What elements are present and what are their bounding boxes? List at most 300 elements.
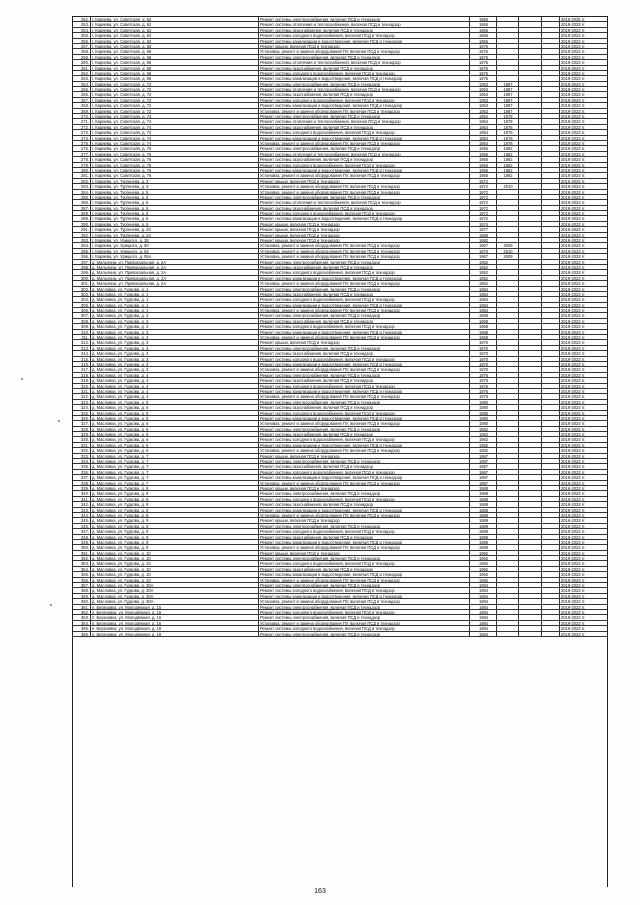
row-address: д. Масловка, ул. Гудкова, д. 9 [91,540,259,544]
row-address: д. Масловка, ул. Гудкова, д. 1 [91,292,259,296]
row-extra-year [519,632,542,636]
row-address: г. Кариева, ул. Урицкого, д. 54 [91,249,259,253]
row-number: 329. [73,432,91,436]
row-reconstruction-year [497,437,519,441]
scan-speck [58,420,60,422]
row-extra-year [519,561,542,565]
row-build-year: 1968 [470,313,497,317]
row-build-year: 1989 [470,518,497,522]
row-work-type: Установка, ремонт и замена оборудования ПУ, включая ПСД и технадзор [259,545,470,549]
row-reconstruction-year: 2010 [497,184,519,188]
row-extra-year [519,621,542,625]
row-reconstruction-year [497,551,519,555]
row-extra-year [519,551,542,555]
row-extra-year [519,556,542,560]
row-address: д. Малыгина, ул. Привокзальная, д. 2А [91,276,259,280]
row-work-type: Ремонт системы газоснабжения, включая ПСД и технадзор [259,292,470,296]
row-work-type: Ремонт крыши, включая ПСД и технадзор [259,551,470,555]
row-period: 2019-2023 гг. [561,308,586,313]
row-work-type: Ремонт системы электроснабжения, включая ПСД и технадзор [259,260,470,264]
row-blank-cell [542,621,560,625]
row-work-type: Ремонт системы электроснабжения, включая ПСД и технадзор [259,313,470,317]
row-period: 2019-2023 гг. [561,362,586,367]
row-extra-year [519,222,542,226]
row-number: 282. [73,179,91,183]
row-blank-cell [542,448,560,452]
row-work-type: Ремонт системы электроснабжения, включая ПСД и технадзор [259,491,470,495]
row-build-year: 1956 [470,157,497,161]
row-period: 2019-2023 гг. [561,33,586,38]
row-number: 304. [73,297,91,301]
row-period: 2019-2023 гг. [561,318,586,324]
row-reconstruction-year [497,60,519,64]
row-address: д. Масловка, ул. Гудкова, д. 3 [91,346,259,350]
row-number: 351. [73,551,91,555]
row-blank-cell [542,491,560,495]
row-build-year: 1968 [470,324,497,328]
row-period: 2019-2023 гг. [561,275,586,281]
row-address: д. Масловка, ул. Гудкова, д. 2 [91,330,259,334]
row-extra-year [519,190,542,194]
row-address: д. Масловка, ул. Гудкова, д. 9 [91,535,259,539]
row-reconstruction-year [497,567,519,571]
row-period: 2019-2023 гг. [561,146,586,151]
row-work-type: Ремонт системы холодного водоснабжения, включая ПСД и технадзор [259,324,470,328]
row-period: 2019-2023 гг. [561,388,586,394]
row-build-year: 1974 [470,222,497,226]
row-period: 2019-2023 гг. [561,65,586,70]
row-build-year: 1976 [470,378,497,382]
row-reconstruction-year [497,470,519,474]
row-reconstruction-year [497,324,519,328]
scan-speck [21,378,23,380]
row-address: д. Масловка, ул. Гудкова, д. 9 [91,524,259,528]
row-work-type: Ремонт системы электроснабжения, включая ПСД и технадзор [259,146,470,150]
row-extra-year [519,200,542,204]
row-address: д. Масловка, ул. Гудкова, д. 9 [91,529,259,533]
row-blank-cell [542,626,560,630]
row-period: 2019-2023 гг. [561,415,586,421]
row-extra-year [519,87,542,91]
row-number: 331. [73,443,91,447]
row-blank-cell [542,632,560,636]
row-address: д. Масловка, ул. Гудкова, д. 5 [91,416,259,420]
row-period: 2019-2023 гг. [561,157,586,162]
row-period: 2016-2023 гг. [561,221,586,227]
row-reconstruction-year [497,443,519,447]
row-extra-year [519,17,542,21]
row-build-year: 1972 [470,200,497,204]
row-work-type: Ремонт системы электроснабжения, включая ПСД и технадзор [259,459,470,463]
row-reconstruction-year [497,367,519,371]
row-extra-year [519,459,542,463]
row-work-type: Установка, ремонт и замена оборудования ПУ, включая ПСД и технадзор [259,254,470,258]
row-build-year: 1972 [470,216,497,220]
row-address: г. Кариева, ул. Тургенева, д. 3 [91,179,259,183]
row-number: 255. [73,33,91,37]
row-build-year: 1987 [470,464,497,468]
row-reconstruction-year [497,464,519,468]
row-number: 318. [73,373,91,377]
row-number: 360. [73,599,91,603]
row-period: 2019-2023 гг. [561,335,586,340]
row-extra-year [519,475,542,479]
row-period: 2019-2023 гг. [561,248,586,254]
row-build-year: 1956 [470,168,497,172]
row-period: 2019-2023 гг. [561,200,586,205]
row-period: 2019-2023 гг. [561,566,586,572]
row-address: д. Масловка, ул. Гудкова, д. 5 [91,400,259,404]
row-address: г. Кариева, ул. Тургенева, д. 3 [91,184,259,188]
row-number: 319. [73,378,91,382]
row-period: 2019-2023 гг. [561,108,586,114]
row-period: 2019-2023 гг. [561,211,586,216]
row-work-type: Ремонт крыши, включая ПСД и технадзор [259,179,470,183]
row-reconstruction-year [497,610,519,614]
row-period: 2019-2023 гг. [561,367,586,372]
row-number: 292. [73,233,91,237]
row-period: 2019-2023 гг. [561,49,586,54]
row-number: 323. [73,400,91,404]
row-blank-cell [542,98,560,102]
row-address: д. Масловка, ул. Гудкова, д. 6 [91,448,259,452]
row-number: 332. [73,448,91,452]
row-number: 353. [73,561,91,565]
row-address: г. Кариева, ул. Советская, д. 76 [91,173,259,177]
row-reconstruction-year [497,491,519,495]
row-number: 295. [73,249,91,253]
row-address: д. Масловка, ул. Гудкова, д. 5 [91,421,259,425]
row-blank-cell [542,243,560,247]
row-number: 283. [73,184,91,188]
row-address: г. Кариева, ул. Советская, д. 76 [91,163,259,167]
row-extra-year [519,184,542,188]
row-work-type: Ремонт системы газоснабжения, включая ПСД и технадзор [259,66,470,70]
row-blank-cell [542,551,560,555]
row-reconstruction-year [497,303,519,307]
row-extra-year [519,432,542,436]
row-work-type: Ремонт системы электроснабжения, включая ПСД и технадзор [259,632,470,636]
row-address: д. Масловка, ул. Гудкова, д. 9 [91,545,259,549]
row-work-type: Ремонт системы холодного водоснабжения, включая ПСД и технадзор [259,33,470,37]
row-blank-cell [542,313,560,317]
row-number: 267. [73,98,91,102]
row-work-type: Ремонт системы холодного водоснабжения, включая ПСД и технадзор [259,163,470,167]
row-number: 277. [73,152,91,156]
row-address: д. Масловка, ул. Гудкова, д. 30А [91,594,259,598]
row-address: д. Масловка, ул. Гудкова, д. 7 [91,459,259,463]
row-period: 2019-2023 гг. [561,173,586,178]
row-blank-cell [542,535,560,539]
row-number: 275. [73,141,91,145]
row-blank-cell [542,28,560,32]
row-period: 2016-2023 гг. [561,178,586,184]
row-extra-year [519,357,542,361]
row-address: г. Кариева, ул. Советская, д. 68 [91,44,259,48]
row-work-type: Установка, ремонт и замена оборудования ПУ, включая ПСД и технадзор [259,448,470,452]
row-address: г. Кариева, ул. Советская, д. 62 [91,33,259,37]
row-address: г. Кариева, ул. Советская, д. 62 [91,28,259,32]
row-build-year: 1992 [470,551,497,555]
row-extra-year [519,195,542,199]
row-work-type: Ремонт системы электроснабжения, включая ПСД и технадзор [259,524,470,528]
row-period: 2019-2023 гг. [561,469,586,475]
row-blank-cell [542,556,560,560]
row-build-year: 1980 [470,400,497,404]
row-blank-cell [542,459,560,463]
row-build-year: 1972 [470,190,497,194]
row-blank-cell [542,357,560,361]
row-reconstruction-year [497,200,519,204]
row-blank-cell [542,437,560,441]
row-number: 266. [73,92,91,96]
row-work-type: Ремонт системы газоснабжения, включая ПСД и технадзор [259,464,470,468]
row-reconstruction-year: 1982 [497,146,519,150]
row-number: 314. [73,351,91,355]
row-period: 2019-2023 гг. [561,572,586,577]
row-period: 2019-2023 гг. [561,167,586,173]
row-address: г. Кариева, ул. Советская, д. 74 [91,119,259,123]
row-work-type: Ремонт системы отопления и теплоснабжения, включая ПСД и технадзор [259,87,470,91]
row-blank-cell [542,594,560,598]
row-work-type: Ремонт системы холодного водоснабжения, включая ПСД и технадзор [259,411,470,415]
row-work-type: Установка, ремонт и замена оборудования ПУ, включая ПСД и технадзор [259,394,470,398]
row-reconstruction-year [497,330,519,334]
row-address: п. Березовка, ул. Молодёжная, д. 16 [91,615,259,619]
row-blank-cell [542,540,560,544]
row-period: 2019-2023 гг. [561,475,586,480]
row-period: 2019-2023 гг. [561,437,586,442]
row-blank-cell [542,190,560,194]
row-reconstruction-year [497,287,519,291]
row-blank-cell [542,394,560,398]
row-address: д. Масловка, ул. Гудкова, д. 8 [91,508,259,512]
row-period: 2019-2023 гг. [561,38,586,43]
row-period: 2019-2023 гг. [561,184,586,189]
row-period: 2016-2023 гг. [561,550,586,556]
row-address: г. Кариева, ул. Урицкого, д. 38 [91,238,259,242]
row-blank-cell [542,249,560,253]
row-extra-year [519,22,542,26]
row-number: 330. [73,437,91,441]
row-blank-cell [542,60,560,64]
row-extra-year [519,405,542,409]
row-blank-cell [542,168,560,172]
row-reconstruction-year: 1987 [497,98,519,102]
row-build-year: 1982 [470,448,497,452]
row-blank-cell [542,421,560,425]
row-reconstruction-year [497,594,519,598]
row-blank-cell [542,287,560,291]
row-build-year: 1992 [470,238,497,242]
row-address: д. Малыгина, ул. Привокзальная, д. 2А [91,281,259,285]
row-address: д. Масловка, ул. Гудкова, д. 2 [91,319,259,323]
row-number: 326. [73,416,91,420]
row-period: 2019-2023 гг. [561,556,586,561]
row-extra-year [519,71,542,75]
row-number: 339. [73,486,91,490]
row-extra-year [519,157,542,161]
row-blank-cell [542,502,560,506]
row-reconstruction-year [497,49,519,53]
row-extra-year [519,179,542,183]
row-number: 265. [73,87,91,91]
row-extra-year [519,125,542,129]
row-extra-year [519,491,542,495]
row-blank-cell [542,384,560,388]
row-number: 346. [73,524,91,528]
row-extra-year [519,28,542,32]
row-number: 315. [73,357,91,361]
row-number: 261. [73,66,91,70]
row-number: 356. [73,578,91,582]
row-extra-year [519,416,542,420]
row-number: 362. [73,610,91,614]
row-reconstruction-year [497,454,519,458]
row-reconstruction-year: 1982 [497,152,519,156]
row-blank-cell [542,518,560,522]
row-period: 2019-2023 гг. [561,378,586,383]
row-address: д. Масловка, ул. Гудкова, д. 7 [91,454,259,458]
row-number: 273. [73,130,91,134]
row-address: д. Масловка, ул. Гудкова, д. 8 [91,486,259,490]
row-reconstruction-year [497,432,519,436]
row-reconstruction-year [497,626,519,630]
row-blank-cell [542,270,560,274]
row-blank-cell [542,308,560,312]
row-extra-year [519,319,542,323]
row-build-year: 1975 [470,76,497,80]
row-number: 341. [73,497,91,501]
row-address: г. Кариева, ул. Советская, д. 74 [91,130,259,134]
row-reconstruction-year: 1987 [497,103,519,107]
row-blank-cell [542,615,560,619]
row-work-type: Ремонт системы электроснабжения, включая ПСД и технадзор [259,114,470,118]
row-address: д. Масловка, ул. Гудкова, д. 10 [91,578,259,582]
row-blank-cell [542,340,560,344]
row-number: 298. [73,265,91,269]
row-reconstruction-year [497,17,519,21]
row-period: 2019-2023 гг. [561,124,586,130]
row-address: п. Березовка, ул. Молодёжная, д. 16 [91,621,259,625]
row-extra-year [519,163,542,167]
row-address: д. Масловка, ул. Гудкова, д. 30А [91,599,259,603]
row-reconstruction-year [497,308,519,312]
row-build-year: 1968 [470,319,497,323]
row-number: 294. [73,243,91,247]
row-work-type: Ремонт системы электроснабжения, включая ПСД и технадзор [259,195,470,199]
row-reconstruction-year [497,195,519,199]
row-period: 2019-2023 гг. [561,583,586,588]
row-extra-year [519,362,542,366]
row-number: 363. [73,615,91,619]
row-number: 284. [73,190,91,194]
row-number: 355. [73,572,91,576]
row-blank-cell [542,513,560,517]
row-reconstruction-year [497,475,519,479]
row-work-type: Ремонт системы холодного водоснабжения, включая ПСД и технадзор [259,561,470,565]
row-extra-year [519,303,542,307]
row-period: 2019-2023 гг. [561,329,586,335]
row-blank-cell [542,443,560,447]
row-extra-year [519,136,542,140]
row-number: 256. [73,39,91,43]
row-reconstruction-year [497,340,519,344]
row-address: г. Кариева, ул. Тургенева, д. 5 [91,190,259,194]
row-period: 2019-2023 гг. [561,615,586,620]
row-reconstruction-year [497,540,519,544]
row-work-type: Установка, ремонт и замена оборудования ПУ, включая ПСД и технадзор [259,599,470,603]
row-build-year: 1988 [470,502,497,506]
row-build-year: 1967 [470,254,497,258]
row-address: г. Кариева, ул. Тургенева, д. 20 [91,227,259,231]
row-number: 336. [73,470,91,474]
row-reconstruction-year [497,373,519,377]
row-address: д. Масловка, ул. Гудкова, д. 3 [91,367,259,371]
row-address: г. Кариева, ул. Советская, д. 76 [91,146,259,150]
row-work-type: Ремонт системы газоснабжения, включая ПСД и технадзор [259,502,470,506]
row-number: 258. [73,49,91,53]
row-extra-year [519,238,542,242]
row-number: 343. [73,508,91,512]
row-number: 349. [73,540,91,544]
row-build-year: 1954 [470,130,497,134]
row-reconstruction-year: 1987 [497,87,519,91]
row-extra-year [519,545,542,549]
row-build-year: 1970 [470,367,497,371]
row-extra-year [519,529,542,533]
row-work-type: Ремонт системы канализации и водоотведения, включая ПСД и технадзор [259,540,470,544]
row-address: д. Масловка, ул. Гудкова, д. 7 [91,481,259,485]
row-address: д. Масловка, ул. Гудкова, д. 7 [91,470,259,474]
row-reconstruction-year: 1982 [497,157,519,161]
row-work-type: Ремонт системы отопления и теплоснабжения, включая ПСД и технадзор [259,152,470,156]
table-row [73,632,607,637]
row-number: 348. [73,535,91,539]
row-blank-cell [542,114,560,118]
row-build-year: 1975 [470,71,497,75]
row-reconstruction-year [497,39,519,43]
row-period: 2019-2023 гг. [561,205,586,211]
row-work-type: Установка, ремонт и замена оборудования ПУ, включая ПСД и технадзор [259,281,470,285]
row-period: 2019-2023 гг. [561,313,586,318]
row-build-year: 1984 [470,308,497,312]
row-reconstruction-year: 1982 [497,173,519,177]
row-extra-year [519,497,542,501]
row-blank-cell [542,49,560,53]
row-work-type: Ремонт системы газоснабжения, включая ПСД и технадзор [259,265,470,269]
row-address: г. Кариева, ул. Советская, д. 74 [91,141,259,145]
row-blank-cell [542,292,560,296]
row-reconstruction-year [497,76,519,80]
row-build-year: 1987 [470,470,497,474]
row-period: 2019-2023 гг. [561,119,586,124]
row-number: 345. [73,518,91,522]
row-address: г. Кариева, ул. Тургенева, д. 5 [91,216,259,220]
row-work-type: Ремонт крыши, включая ПСД и технадзор [259,340,470,344]
row-reconstruction-year [497,556,519,560]
row-period: 2019-2023 гг. [561,394,586,399]
row-number: 297. [73,260,91,264]
row-address: д. Масловка, ул. Гудкова, д. 3 [91,362,259,366]
row-build-year: 1953 [470,92,497,96]
row-extra-year [519,470,542,474]
row-address: г. Кариева, ул. Тургенева, д. 5 [91,195,259,199]
row-period: 2019-2023 гг. [561,243,586,248]
row-build-year: 1972 [470,195,497,199]
row-number: 322. [73,394,91,398]
row-address: г. Кариева, ул. Тургенева, д. 24 [91,233,259,237]
